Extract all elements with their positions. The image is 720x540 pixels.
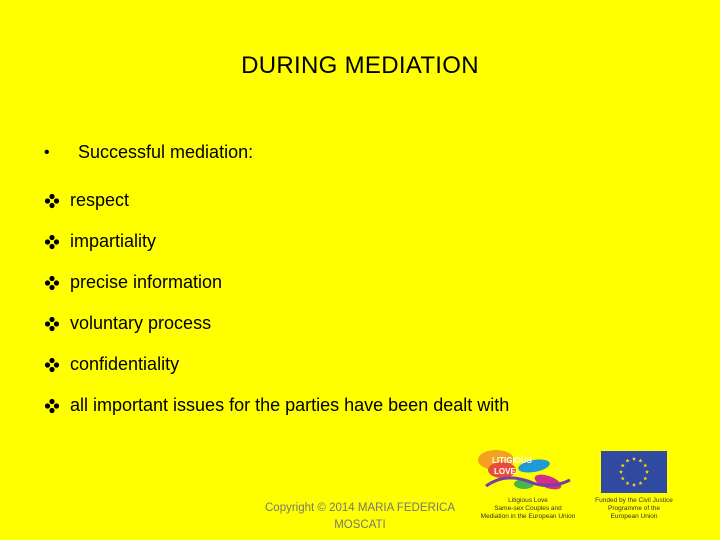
eu-funding-caption <box>586 497 682 521</box>
caption-line: Mediation in the European Union <box>480 513 576 520</box>
copyright-line: Copyright © 2014 MARIA FEDERICA <box>265 502 455 514</box>
list-item <box>44 303 509 344</box>
diamond-bullet-icon <box>44 275 60 291</box>
copyright-line: MOSCATI <box>334 519 386 531</box>
list-item-text: precise information <box>70 272 223 292</box>
list-item-text: impartiality <box>70 231 157 251</box>
svg-text:LOVE: LOVE <box>494 467 516 476</box>
list-item-text: respect <box>70 190 130 210</box>
diamond-bullet-icon <box>44 316 60 332</box>
eu-flag <box>601 451 667 493</box>
diamond-bullet-icon <box>44 357 60 373</box>
list-item <box>44 385 509 426</box>
caption-line: Programme of the <box>607 505 661 512</box>
diamond-bullet-icon <box>44 234 60 250</box>
caption-line: European Union <box>610 513 658 520</box>
litigious-love-caption <box>470 497 586 521</box>
list-item <box>44 180 509 221</box>
slide-title: DURING MEDIATION <box>241 52 479 79</box>
copyright-notice <box>258 500 462 534</box>
caption-line: Litigious Love <box>508 497 548 504</box>
list-item <box>44 262 509 303</box>
list-item <box>44 221 509 262</box>
diamond-bullet-icon <box>44 398 60 414</box>
bullet-dot: • <box>44 143 50 161</box>
diamond-bullet-icon <box>44 193 60 209</box>
list-item-text: voluntary process <box>70 313 212 333</box>
list-item-text: all important issues for the parties have been dealt with <box>70 395 510 415</box>
list-item-text: confidentiality <box>70 354 180 374</box>
lead-text: Successful mediation: <box>78 142 254 162</box>
list-item <box>44 344 509 385</box>
caption-line: Funded by the Civil Justice <box>595 497 673 504</box>
lead-bullet-line <box>44 142 253 163</box>
svg-text:LITIGIOUS: LITIGIOUS <box>492 456 532 465</box>
caption-line: Same-sex Couples and <box>494 505 562 512</box>
criteria-list <box>44 180 509 426</box>
